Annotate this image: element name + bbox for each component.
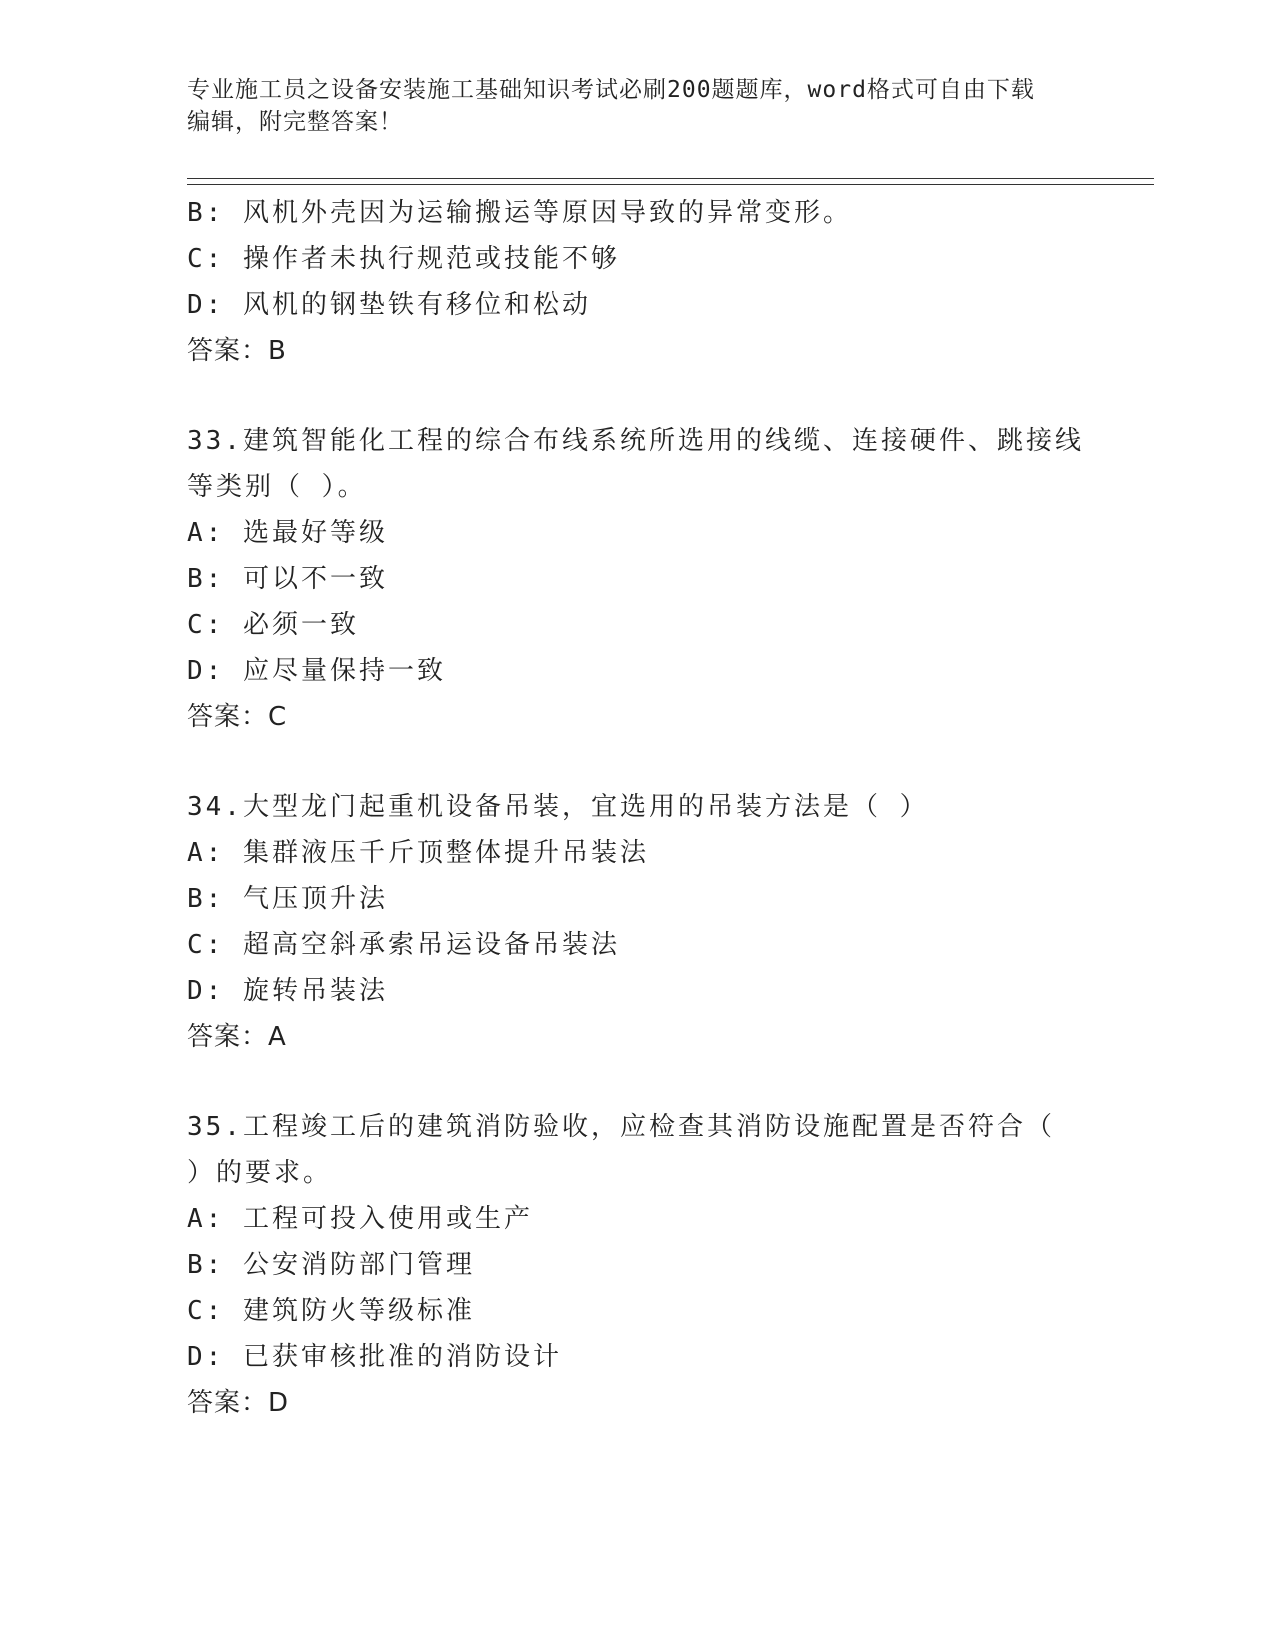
option-c: C: 操作者未执行规范或技能不够	[187, 244, 620, 274]
header-divider	[187, 178, 1154, 185]
answer-line: 答案：C	[187, 702, 288, 732]
question-35	[187, 1104, 1087, 1426]
option-b: B: 气压顶升法	[187, 884, 388, 914]
option-b: B: 公安消防部门管理	[187, 1250, 475, 1280]
option-c: C: 超高空斜承索吊运设备吊装法	[187, 930, 620, 960]
header-line-1: 专业施工员之设备安装施工基础知识考试必刷200题题库，word格式可自由下载	[187, 77, 1035, 103]
option-b: B: 风机外壳因为运输搬运等原因导致的异常变形。	[187, 198, 852, 228]
header-line-2: 编辑，附完整答案！	[187, 109, 403, 135]
page-header	[187, 74, 1087, 138]
option-d: D: 风机的钢垫铁有移位和松动	[187, 290, 591, 320]
question-text-line-2: ）的要求。	[187, 1158, 333, 1188]
option-d: D: 已获审核批准的消防设计	[187, 1342, 562, 1372]
question-text-line-1: 34.大型龙门起重机设备吊装，宜选用的吊装方法是（ ）	[187, 792, 929, 822]
option-b: B: 可以不一致	[187, 564, 388, 594]
answer-line: 答案：B	[187, 336, 287, 366]
answer-line: 答案：A	[187, 1022, 287, 1052]
option-d: D: 应尽量保持一致	[187, 656, 446, 686]
answer-line: 答案：D	[187, 1388, 290, 1418]
option-a: A: 工程可投入使用或生产	[187, 1204, 533, 1234]
question-text-line-1: 35.工程竣工后的建筑消防验收，应检查其消防设施配置是否符合（	[187, 1112, 1055, 1142]
question-text-line-1: 33.建筑智能化工程的综合布线系统所选用的线缆、连接硬件、跳接线	[187, 426, 1084, 456]
document-body	[187, 190, 1087, 1426]
option-a: A: 集群液压千斤顶整体提升吊装法	[187, 838, 649, 868]
option-c: C: 必须一致	[187, 610, 359, 640]
option-c: C: 建筑防火等级标准	[187, 1296, 475, 1326]
option-d: D: 旋转吊装法	[187, 976, 388, 1006]
question-34	[187, 784, 1087, 1060]
question-33	[187, 418, 1087, 740]
partial-question	[187, 190, 1087, 374]
question-text-line-2: 等类别（ ）。	[187, 472, 367, 502]
option-a: A: 选最好等级	[187, 518, 388, 548]
